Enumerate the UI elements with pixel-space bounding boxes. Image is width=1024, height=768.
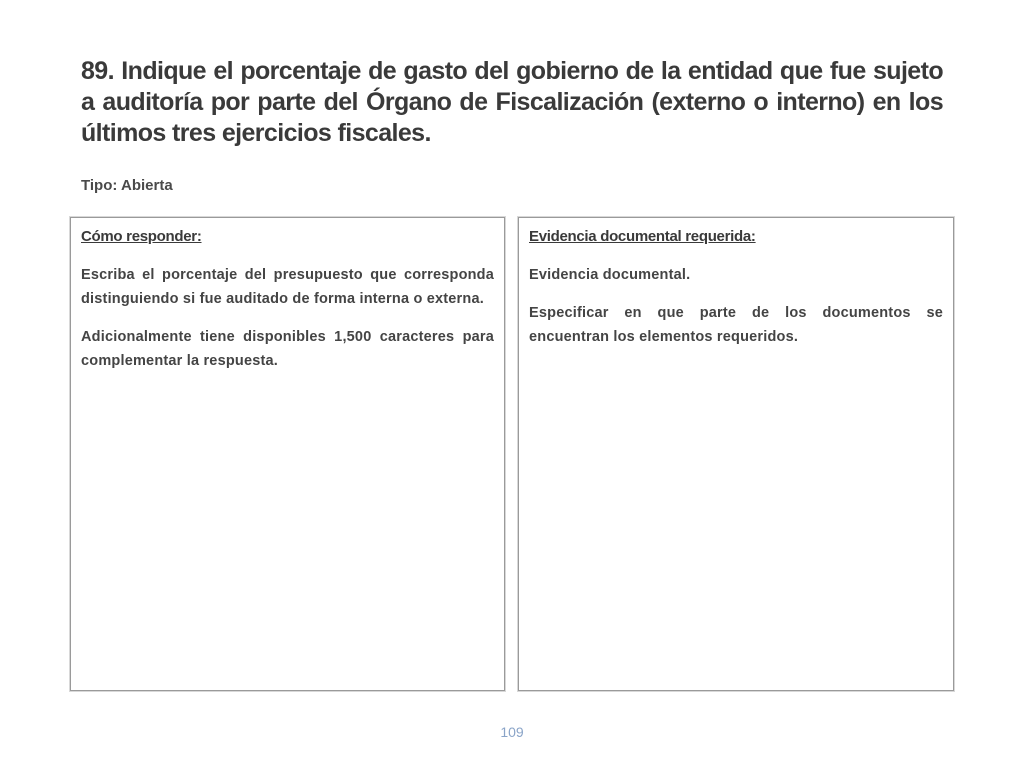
page-number: 109	[500, 724, 524, 740]
evidence-heading: Evidencia documental requerida:	[529, 228, 756, 245]
question-type-label: Tipo: Abierta	[81, 177, 173, 194]
evidence-panel	[518, 217, 954, 691]
evidence-paragraph-2: Especificar en que parte de los documentos se encuentran los elementos requeridos.	[529, 305, 943, 345]
how-to-answer-heading: Cómo responder:	[81, 228, 202, 245]
how-to-answer-paragraph-2: Adicionalmente tiene disponibles 1,500 caracteres para complementar la respuesta.	[81, 329, 494, 369]
evidence-paragraph-1: Evidencia documental.	[529, 267, 691, 283]
how-to-answer-panel	[70, 217, 505, 691]
question-title: 89. Indique el porcentaje de gasto del gobierno de la entidad que fue sujeto a auditoría por parte del Órgano de Fiscalización (externo o interno) en los últimos tres ejercicios fiscales.	[81, 57, 943, 147]
how-to-answer-paragraph-1: Escriba el porcentaje del presupuesto que corresponda distinguiendo si fue auditado de forma interna o externa.	[81, 267, 494, 307]
